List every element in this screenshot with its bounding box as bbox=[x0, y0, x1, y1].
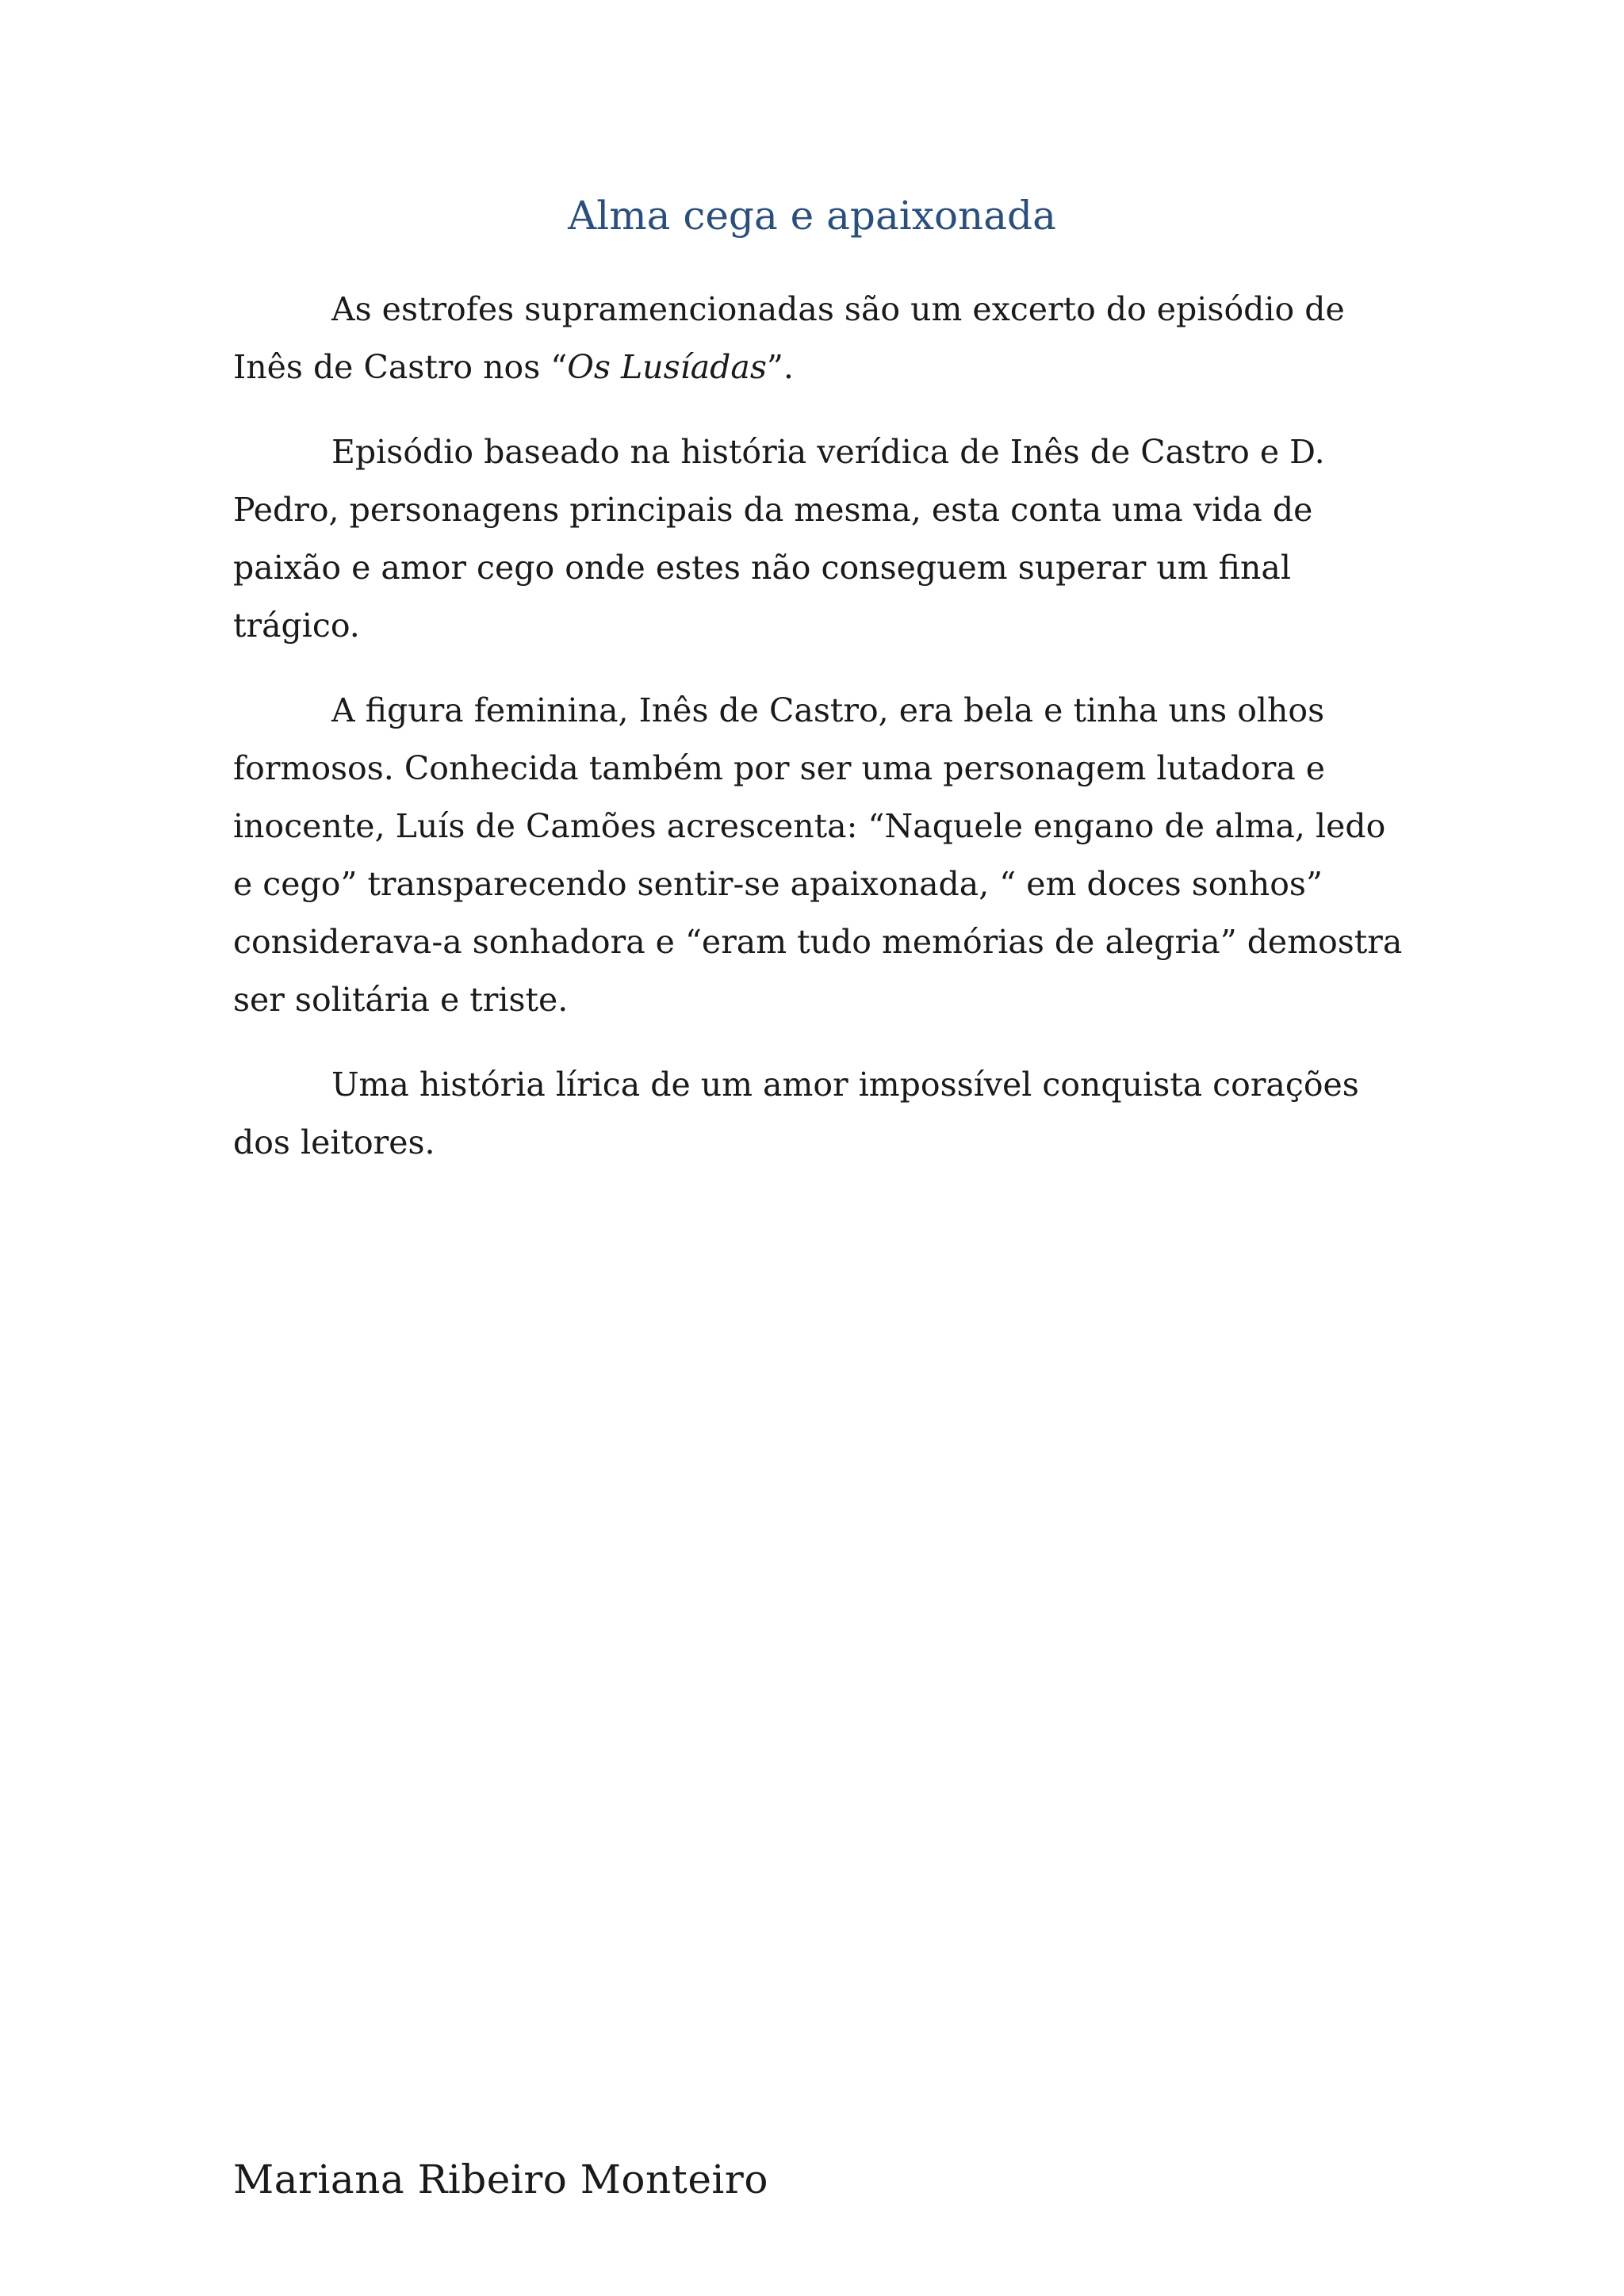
paragraph-1-text-before: As estrofes supramencionadas são um excerto do episódio de Inês de Castro nos “ bbox=[233, 290, 1345, 386]
paragraph-1 bbox=[233, 281, 1407, 396]
paragraph-4: Uma história lírica de um amor impossível conquista corações dos leitores. bbox=[233, 1066, 1359, 1161]
paragraph-3: A figura feminina, Inês de Castro, era bela e tinha uns olhos formosos. Conhecida também por ser uma personagem lutadora e inocente, Luís de Camões acrescenta: “Naquele engano de alma, ledo e cego” transparecendo sentir-se apaixonada, “ em doces sonhos” considerava-a sonhadora e “eram tudo memórias de alegria” demostra ser solitária e triste. bbox=[233, 691, 1403, 1019]
paragraph-1-text-after: ”. bbox=[766, 348, 794, 386]
work-title: Os Lusíadas bbox=[567, 348, 767, 386]
author-name: Mariana Ribeiro Monteiro bbox=[233, 2156, 768, 2202]
document-body bbox=[233, 281, 1407, 1199]
paragraph-2: Episódio baseado na história verídica de Inês de Castro e D. Pedro, personagens principais da mesma, esta conta uma vida de paixão e amor cego onde estes não conseguem superar um final trágico. bbox=[233, 433, 1325, 645]
document-title: Alma cega e apaixonada bbox=[568, 193, 1056, 239]
